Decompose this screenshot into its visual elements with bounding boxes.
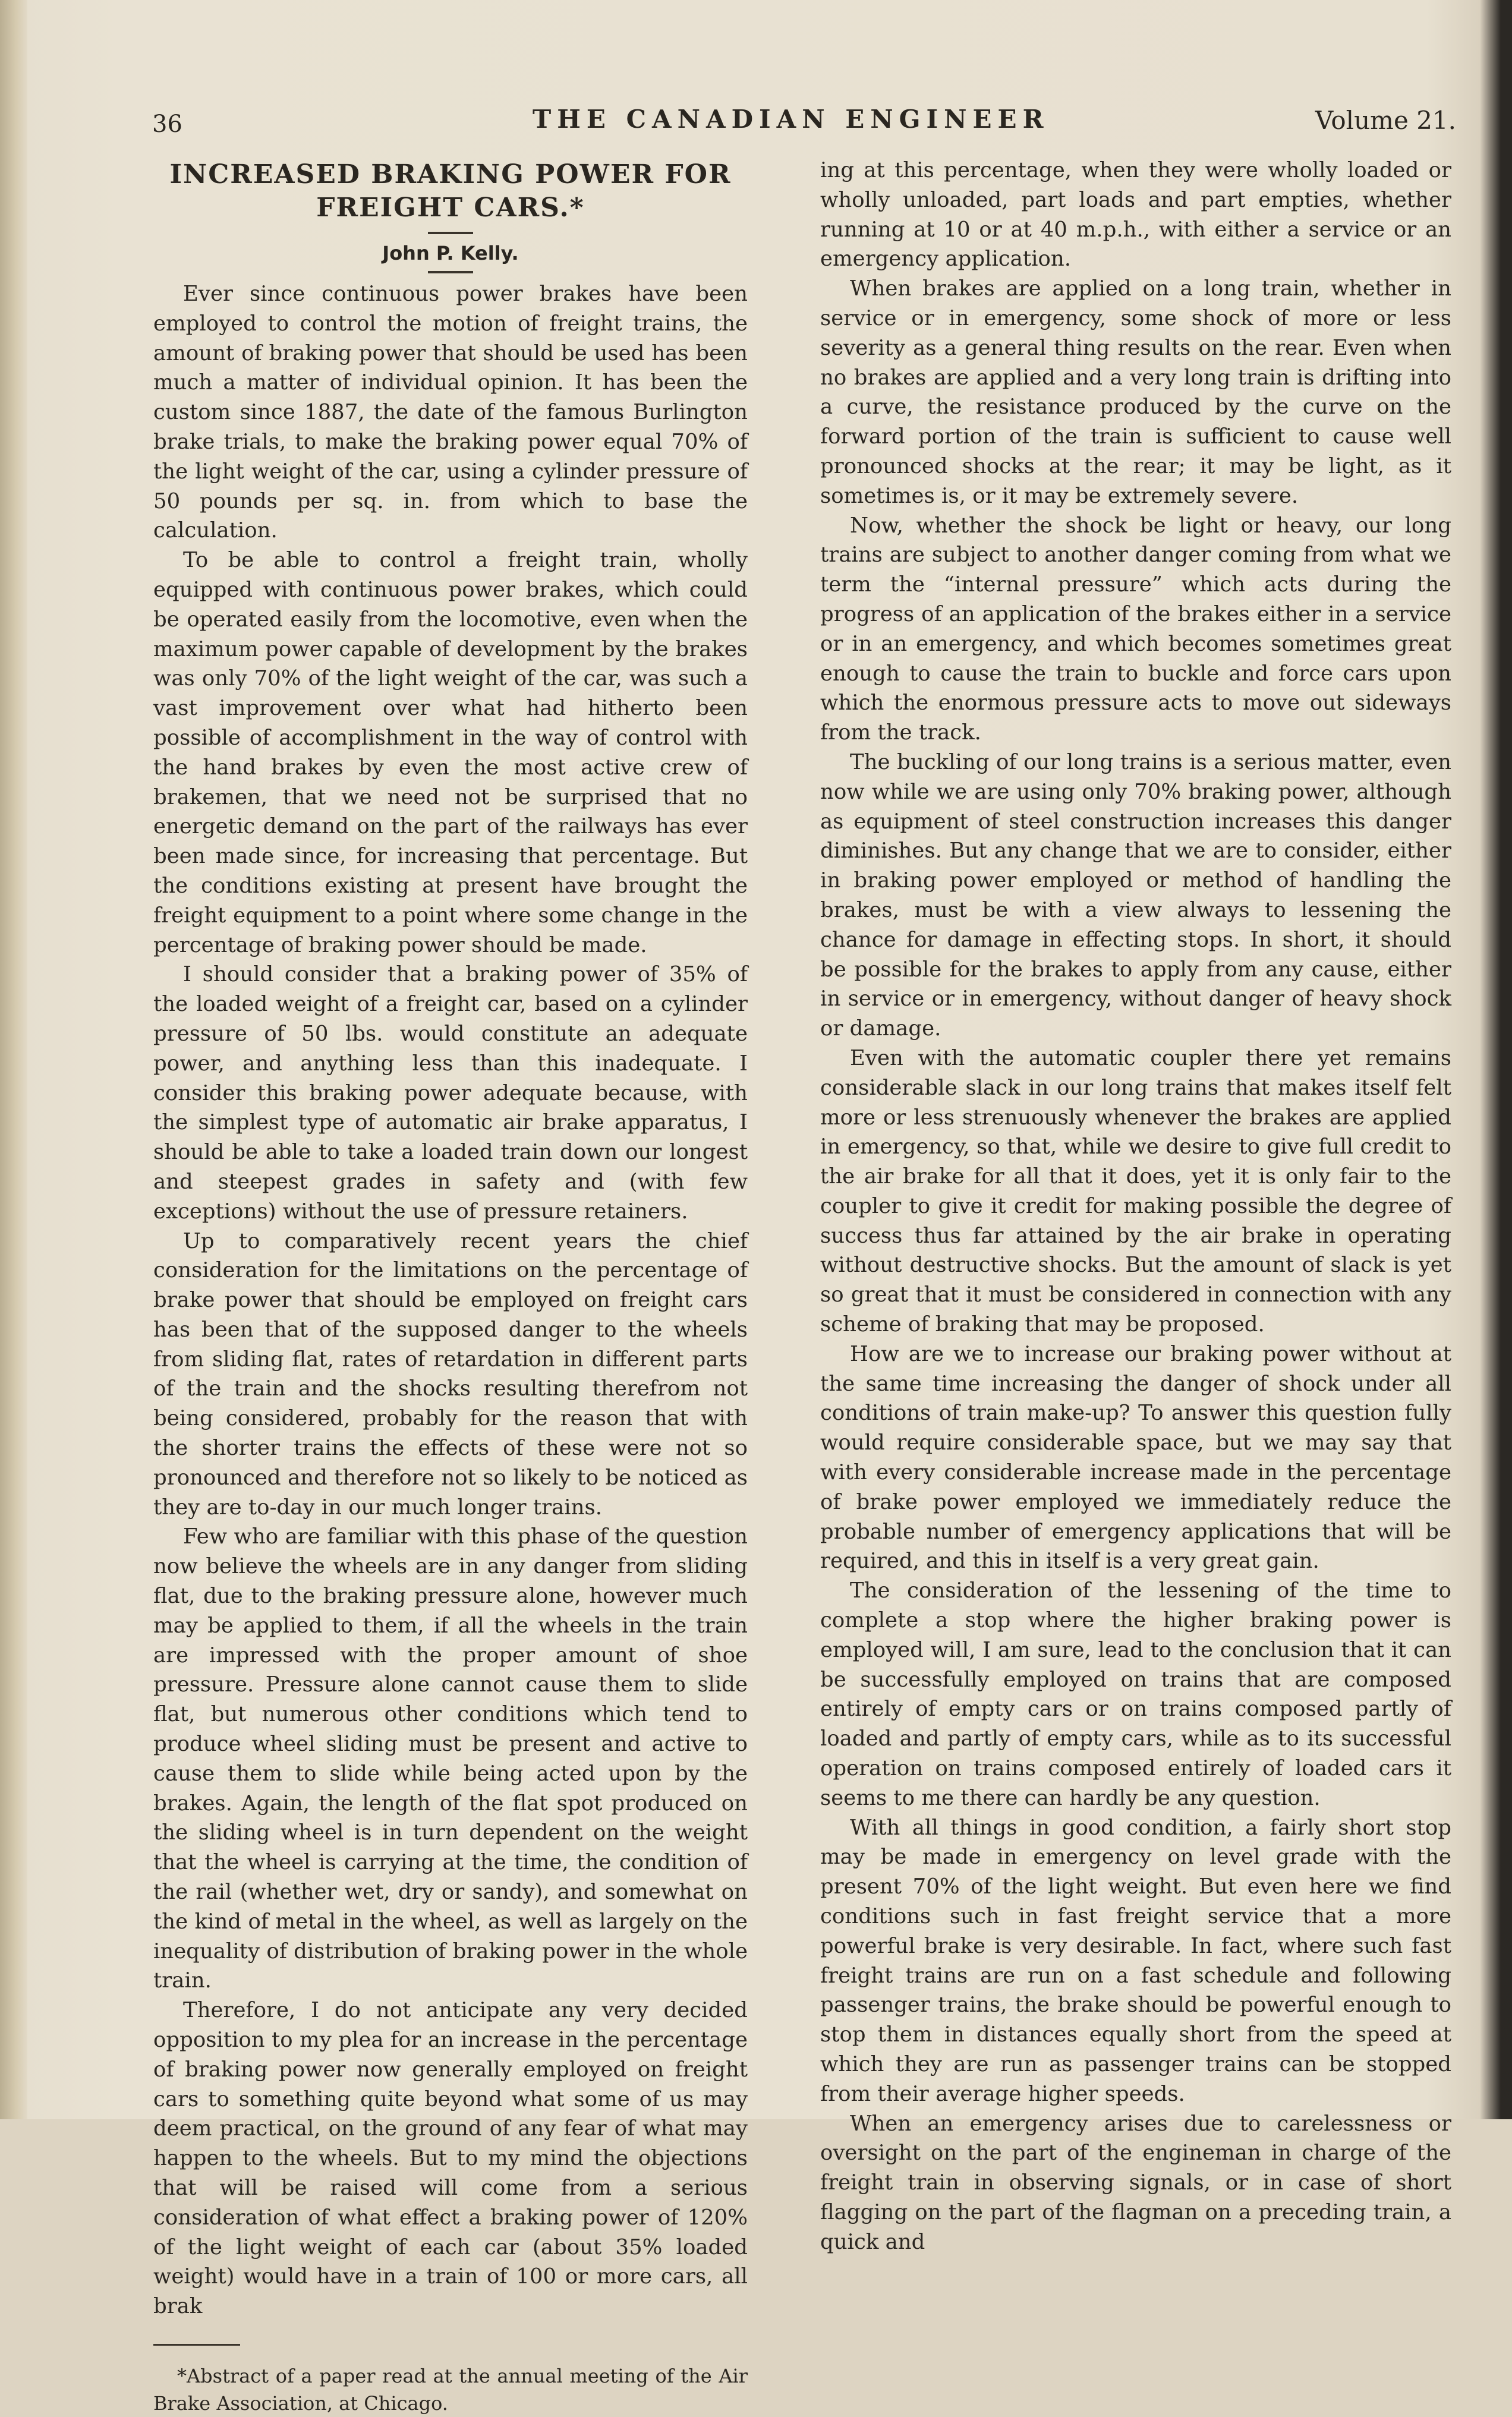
journal-title: THE CANADIAN ENGINEER <box>533 105 1050 134</box>
paragraph: Now, whether the shock be light or heavy, our long trains are subject to another danger coming from what we term the “internal pressure” which acts during the progress of an application of the brakes either in a service or in an emergency, and which becomes sometimes great enough to cause the train to buckle and force cars upon which the enormous pressure acts to move out sideways from the track. <box>820 513 1451 745</box>
page-number: 36 <box>152 111 182 138</box>
footnote-rule <box>153 2344 240 2346</box>
title-rule <box>428 232 473 234</box>
article-author: John P. Kelly. <box>382 242 519 264</box>
paragraph: Ever since continuous power brakes have been employed to control the motion of freight trains, the amount of braking power that should be used has been much a matter of individual opinion. It has been the custom since 1887, the date of the famous Burlington brake trials, to make the braking power equal 70% of the light weight of the car, using a cylinder pressure of 50 pounds per sq. in. from which to base the calculation. <box>153 282 748 543</box>
binding-spine <box>0 0 27 2119</box>
right-column <box>820 156 1451 2257</box>
paragraph-continuation: ing at this percentage, when they were wholly loaded or wholly unloaded, part loads and part empties, whether running at 10 or at 40 m.p.h., with either a service or an emergency application. <box>820 158 1451 272</box>
paragraph: Few who are familiar with this phase of the question now believe the wheels are in any danger from sliding flat, due to the braking pressure alone, however much may be applied to them, if all the wheels in the train are impressed with the proper amount of shoe pressure. Pressure alone cannot cause them to slide flat, but numerous other conditions which tend to produce wheel sliding must be present and active to cause them to slide while being acted upon by the brakes. Again, the length of the flat spot produced on the sliding wheel is in turn dependent on the weight that the wheel is carrying at the time, the condition of the rail (whether wet, dry or sandy), and somewhat on the kind of metal in the wheel, as well as largely on the inequality of distribution of braking power in the whole train. <box>153 1524 748 1993</box>
footnote: *Abstract of a paper read at the annual meeting of the Air Brake Association, at Chicago. <box>153 2364 748 2415</box>
paragraph: To be able to control a freight train, wholly equipped with continuous power brakes, which could be operated easily from the locomotive, even when the maximum power capable of development by the brakes was only 70% of the light weight of the car, was such a vast improvement over what had hitherto been possible of accomplishment in the way of control with the hand brakes by even the most active crew of brakemen, that we need not be surprised that no energetic demand on the part of the railways has ever been made since, for increasing that percentage. But the conditions existing at present have brought the freight equipment to a point where some change in the percentage of braking power should be made. <box>153 548 748 957</box>
paragraph: Therefore, I do not anticipate any very decided opposition to my plea for an increase in the percentage of braking power now generally employed on freight cars to something quite beyond what some of us may deem practical, on the ground of any fear of what may happen to the wheels. But to my mind the objections that will be raised will come from a serious consideration of what effect a braking power of 120% of the light weight of each car (about 35% loaded weight) would have in a train of 100 or more cars, all brak <box>153 1998 748 2319</box>
paragraph: Up to comparatively recent years the chief consideration for the limitations on the percentage of brake power that should be employed on freight cars has been that of the supposed danger to the wheels from sliding flat, rates of retardation in different parts of the train and the shocks resulting therefrom not being considered, probably for the reason that with the shorter trains the effects of these were not so pronounced and therefore not so likely to be noticed as they are to-day in our much longer trains. <box>153 1228 748 1520</box>
article-title: INCREASED BRAKING POWER FOR FREIGHT CARS.* <box>169 159 732 223</box>
paragraph: With all things in good condition, a fairly short stop may be made in emergency on level grade with the present 70% of the light weight. But even here we find conditions such in fast freight service that a more powerful brake is very desirable. In fact, where such fast freight trains are run on a fast schedule and following passenger trains, the brake should be powerful enough to stop them in distances equally short from the speed at which they are run as passenger trains can be stopped from their average higher speeds. <box>820 1815 1451 2106</box>
paragraph: Even with the automatic coupler there yet remains considerable slack in our long trains that makes itself felt more or less strenuously whenever the brakes are applied in emergency, so that, while we desire to give full credit to the air brake for all that it does, yet it is only fair to the coupler to give it credit for making possible the degree of success thus far attained by the air brake in operating without destructive shocks. But the amount of slack is yet so great that it must be considered in connection with any scheme of braking that may be proposed. <box>820 1045 1451 1337</box>
paragraph: When brakes are applied on a long train, whether in service or in emergency, some shock of more or less severity as a general thing results on the rear. Even when no brakes are applied and a very long train is drifting into a curve, the resistance produced by the curve on the forward portion of the train is sufficient to cause well pronounced shocks at the rear; it may be light, as it sometimes is, or it may be extremely severe. <box>820 276 1451 508</box>
paragraph: The buckling of our long trains is a serious matter, even now while we are using only 70% braking power, although as equipment of steel construction increases this danger diminishes. But any change that we are to consider, either in braking power employed or method of handling the brakes, must be with a view always to lessening the chance for damage in effecting stops. In short, it should be possible for the brakes to apply from any cause, either in service or in emergency, without danger of heavy shock or damage. <box>820 749 1451 1041</box>
paragraph: The consideration of the lessening of the time to complete a stop where the higher braking power is employed will, I am sure, lead to the conclusion that it can be successfully employed on trains that are composed entirely of empty cars or on trains composed partly of loaded and partly of empty cars, while as to its successful operation on trains composed entirely of loaded cars it seems to me there can hardly be any question. <box>820 1578 1451 1810</box>
volume-label: Volume 21. <box>1315 106 1456 135</box>
left-column <box>153 156 748 2417</box>
author-rule <box>428 271 473 273</box>
running-header <box>152 105 1456 146</box>
paragraph: When an emergency arises due to carelessness or oversight on the part of the engineman in charge of the freight train in observing signals, or in case of short flagging on the part of the flagman on a preceding train, a quick and <box>820 2111 1451 2254</box>
paragraph: How are we to increase our braking power without at the same time increasing the danger of shock under all conditions of train make-up? To answer this question fully would require considerable space, but we may say that with every considerable increase made in the percentage of brake power employed we immediately reduce the probable number of emergency applications that will be required, and this in itself is a very great gain. <box>820 1341 1451 1574</box>
paragraph: I should consider that a braking power of 35% of the loaded weight of a freight car, based on a cylinder pressure of 50 lbs. would constitute an adequate power, and anything less than this inadequate. I consider this braking power adequate because, with the simplest type of automatic air brake apparatus, I should be able to take a loaded train down our longest and steepest grades in safety and (with few exceptions) without the use of pressure retainers. <box>153 962 748 1224</box>
